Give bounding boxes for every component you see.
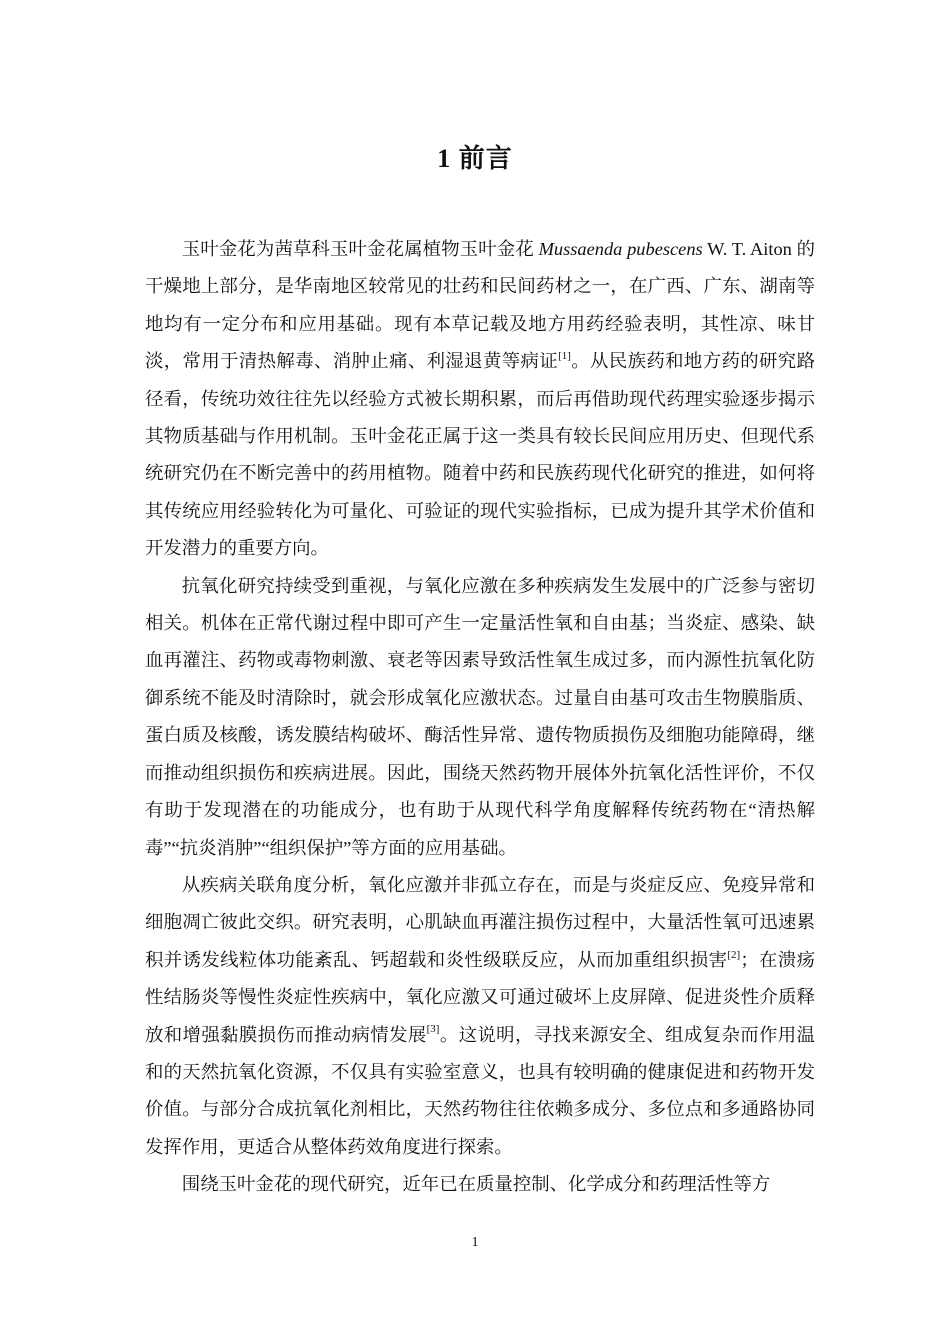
paragraph-3-text-b: ；在溃疡性结肠炎等慢性炎症性疾病中，氧化应激又可通过破坏上皮屏障、促进炎性介质释放和增强黏膜损伤而推动病情发展: [145, 949, 815, 1045]
citation-3: [3]: [426, 1023, 440, 1036]
page-number: 1: [471, 1235, 479, 1250]
paragraph-3-text-c: 。这说明，寻找来源安全、组成复杂而作用温和的天然抗氧化资源，不仅具有实验室意义，也具有较明确的健康促进和药物开发价值。与部分合成抗氧化剂相比，天然药物往往依赖多成分、多位点和多通路协同发挥作用，更适合从整体药效角度进行探索。: [145, 1024, 815, 1157]
paragraph-1-text-a: W. T. Aiton 的干燥地上部分，是华南地区较常见的壮药和民间药材之一，在广西、广东、湖南等地均有一定分布和应用基础。现有本草记载及地方用药经验表明，其性凉、味甘淡，常用于清热解毒、消肿止痛、利湿退黄等病证: [145, 239, 815, 372]
paragraph-3: [145, 867, 815, 1166]
citation-2: [2]: [727, 948, 741, 961]
paragraph-3-text-a: 从疾病关联角度分析，氧化应激并非孤立存在，而是与炎症反应、免疫异常和细胞凋亡彼此交织。研究表明，心肌缺血再灌注损伤过程中，大量活性氧可迅速累积并诱发线粒体功能紊乱、钙超载和炎性级联反应，从而加重组织损害: [145, 874, 815, 970]
section-heading: 1 前言: [437, 144, 513, 174]
body-text: [145, 231, 815, 1204]
paragraph-1-text-b: 。从民族药和地方药的研究路径看，传统功效往往先以经验方式被长期积累，而后再借助现代药理实验逐步揭示其物质基础与作用机制。玉叶金花正属于这一类具有较长民间应用历史、但现代系统研究仍在不断完善中的药用植物。随着中药和民族药现代化研究的推进，如何将其传统应用经验转化为可量化、可验证的现代实验指标，已成为提升其学术价值和开发潜力的重要方向。: [145, 351, 815, 559]
paragraph-1-text-before-latin: 玉叶金花为茜草科玉叶金花属植物玉叶金花: [181, 239, 539, 259]
paragraph-4: 围绕玉叶金花的现代研究，近年已在质量控制、化学成分和药理活性等方: [181, 1174, 771, 1195]
paragraph-2: 抗氧化研究持续受到重视，与氧化应激在多种疾病发生发展中的广泛参与密切相关。机体在正常代谢过程中即可产生一定量活性氧和自由基；当炎症、感染、缺血再灌注、药物或毒物刺激、衰老等因素导致活性氧生成过多，而内源性抗氧化防御系统不能及时清除时，就会形成氧化应激状态。过量自由基可攻击生物膜脂质、蛋白质及核酸，诱发膜结构破坏、酶活性异常、遗传物质损伤及细胞功能障碍，继而推动组织损伤和疾病进展。因此，围绕天然药物开展体外抗氧化活性评价，不仅有助于发现潜在的功能成分，也有助于从现代科学角度解释传统药物在“清热解毒”“抗炎消肿”“组织保护”等方面的应用基础。: [145, 575, 815, 858]
paragraph-1: [145, 231, 815, 568]
latin-species-name: Mussaenda pubescens: [538, 239, 703, 259]
citation-1: [1]: [558, 350, 571, 363]
